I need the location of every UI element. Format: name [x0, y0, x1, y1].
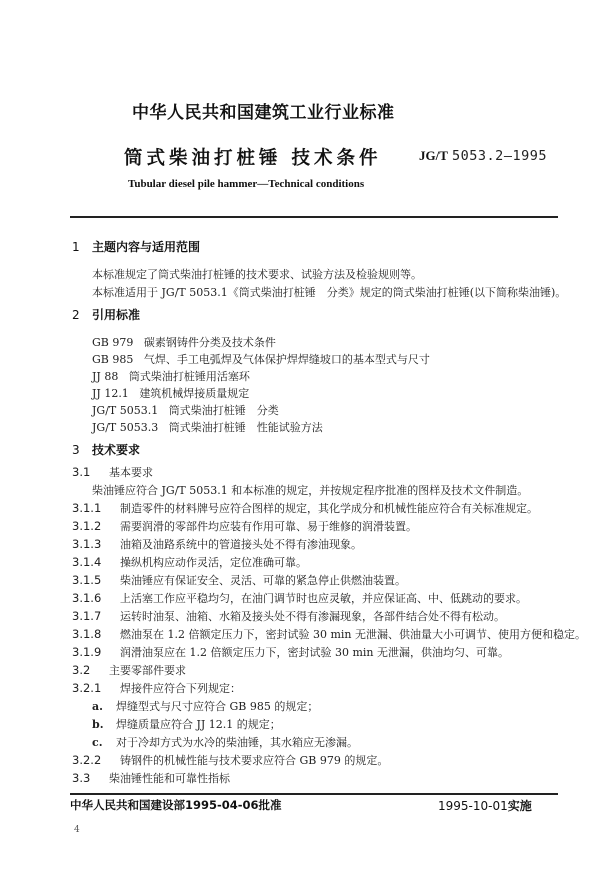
clause-number: 3.2.1 — [72, 681, 102, 695]
clause-number: 3.1 — [72, 465, 91, 479]
list-item — [92, 716, 281, 732]
list-text: 焊缝质量应符合 JJ 12.1 的规定； — [116, 718, 281, 731]
clause-text: 基本要求 — [109, 466, 153, 479]
section-1-paragraph: 本标准规定了筒式柴油打桩锤的技术要求、试验方法及检验规则等。 — [92, 268, 422, 281]
reference-title: 筒式柴油打桩锤 性能试验方法 — [168, 421, 323, 434]
clause-text: 润滑油泵应在 1.2 倍额定压力下，密封试验 30 min 无泄漏，供油均匀、可靠。 — [120, 646, 510, 659]
page-number: 4 — [74, 825, 80, 835]
approval-line: 中华人民共和国建设部1995-04-06批准 — [70, 798, 282, 812]
document-title — [124, 144, 382, 170]
clause-text: 铸钢件的机械性能与技术要求应符合 GB 979 的规定。 — [120, 754, 389, 767]
clause-number: 3.1.7 — [72, 609, 102, 623]
section-1-paragraph: 本标准适用于 JG/T 5053.1《筒式柴油打桩锤 分类》规定的筒式柴油打桩锤(以下简称柴油锤)。 — [92, 286, 567, 299]
section-title: 引用标准 — [92, 308, 141, 322]
title-part-2: 技术条件 — [291, 148, 382, 169]
section-number: 1 — [72, 240, 80, 254]
reference-code: GB 985 — [92, 353, 134, 366]
list-marker: b. — [92, 718, 104, 731]
section-3-heading — [72, 441, 140, 458]
list-text: 对于冷却方式为水冷的柴油锤，其水箱应无渗漏。 — [116, 736, 358, 749]
clause-number: 3.1.5 — [72, 573, 102, 587]
section-title: 技术要求 — [92, 443, 141, 457]
reference-item — [92, 402, 279, 418]
reference-title: 筒式柴油打桩锤 分类 — [168, 404, 279, 417]
clause-number: 3.1.1 — [72, 501, 102, 515]
title-part-1: 筒式柴油打桩锤 — [124, 148, 282, 169]
list-marker: c. — [92, 736, 103, 749]
footer-divider — [70, 793, 558, 795]
clause — [72, 626, 586, 642]
clause-text: 上活塞工作应平稳均匀，在油门调节时也应灵敏，并应保证高、中、低跳动的要求。 — [120, 592, 527, 605]
clause — [72, 608, 505, 624]
reference-item — [92, 351, 430, 367]
clause — [72, 662, 186, 678]
list-item — [92, 698, 318, 714]
reference-title: 筒式柴油打桩锤用活塞环 — [128, 370, 250, 383]
reference-title: 碳素钢铸件分类及技术条件 — [143, 336, 276, 349]
clause-number: 3.2 — [72, 663, 91, 677]
reference-code: JG/T 5053.1 — [92, 404, 159, 417]
clause — [72, 590, 527, 606]
reference-item — [92, 368, 250, 384]
list-marker: a. — [92, 700, 103, 713]
clause — [72, 500, 538, 516]
reference-code: GB 979 — [92, 336, 134, 349]
standard-code — [419, 148, 547, 164]
reference-title: 建筑机械焊接质量规定 — [139, 387, 250, 400]
list-text: 焊缝型式与尺寸应符合 GB 985 的规定； — [116, 700, 319, 713]
english-title: Tubular diesel pile hammer—Technical conditions — [128, 178, 365, 190]
reference-item — [92, 334, 276, 350]
clause — [72, 518, 417, 534]
section-1-heading — [72, 238, 200, 255]
section-number: 3 — [72, 443, 80, 457]
clause-number: 3.1.2 — [72, 519, 102, 533]
standard-prefix: JG/T — [419, 148, 448, 163]
clause-number: 3.1.3 — [72, 537, 102, 551]
clause — [72, 644, 509, 660]
clause-text: 需要润滑的零部件均应装有作用可靠、易于维修的润滑装置。 — [120, 520, 417, 533]
clause-number: 3.2.2 — [72, 753, 102, 767]
effective-date: 1995-10-01 — [438, 799, 508, 813]
clause — [72, 554, 307, 570]
clause-number: 3.1.6 — [72, 591, 102, 605]
clause — [72, 464, 153, 480]
clause-text: 燃油泵在 1.2 倍额定压力下，密封试验 30 min 无泄漏、供油量大小可调节、使用方便和稳定。 — [120, 628, 587, 641]
effective-line — [438, 797, 532, 814]
clause-number: 3.1.4 — [72, 555, 102, 569]
effective-label: 实施 — [507, 799, 532, 813]
clause-text: 操纵机构应动作灵活，定位准确可靠。 — [120, 556, 307, 569]
reference-item — [92, 385, 249, 401]
reference-title: 气焊、手工电弧焊及气体保护焊焊缝坡口的基本型式与尺寸 — [143, 353, 430, 366]
standard-number: 5053.2—1995 — [452, 148, 547, 164]
clause — [72, 536, 362, 552]
section-number: 2 — [72, 308, 80, 322]
clause — [72, 680, 241, 696]
clause-text: 油箱及油路系统中的管道接头处不得有渗油现象。 — [120, 538, 362, 551]
list-item — [92, 734, 358, 750]
header-divider — [70, 216, 558, 218]
section-2-heading — [72, 306, 140, 323]
clause-text: 主要零部件要求 — [109, 664, 186, 677]
reference-code: JJ 88 — [92, 370, 119, 383]
section-title: 主题内容与适用范围 — [92, 240, 201, 254]
reference-code: JJ 12.1 — [92, 387, 129, 400]
clause-number: 3.3 — [72, 771, 91, 785]
clause-text: 柴油锤应有保证安全、灵活、可靠的紧急停止供燃油装置。 — [120, 574, 406, 587]
clause-text: 制造零件的材料牌号应符合图样的规定，其化学成分和机械性能应符合有关标准规定。 — [120, 502, 538, 515]
reference-code: JG/T 5053.3 — [92, 421, 159, 434]
clause-number: 3.1.9 — [72, 645, 102, 659]
clause — [72, 752, 388, 768]
clause — [72, 770, 230, 786]
clause-text: 柴油锤性能和可靠性指标 — [109, 772, 230, 785]
clause-number: 3.1.8 — [72, 627, 102, 641]
publisher-heading: 中华人民共和国建筑工业行业标准 — [132, 103, 395, 123]
clause-paragraph: 柴油锤应符合 JG/T 5053.1 和本标准的规定，并按规定程序批准的图样及技术文件制造。 — [92, 484, 529, 497]
clause — [72, 572, 406, 588]
reference-item — [92, 419, 323, 435]
clause-text: 运转时油泵、油箱、水箱及接头处不得有渗漏现象，各部件结合处不得有松动。 — [120, 610, 505, 623]
clause-text: 焊接件应符合下列规定： — [120, 682, 241, 695]
